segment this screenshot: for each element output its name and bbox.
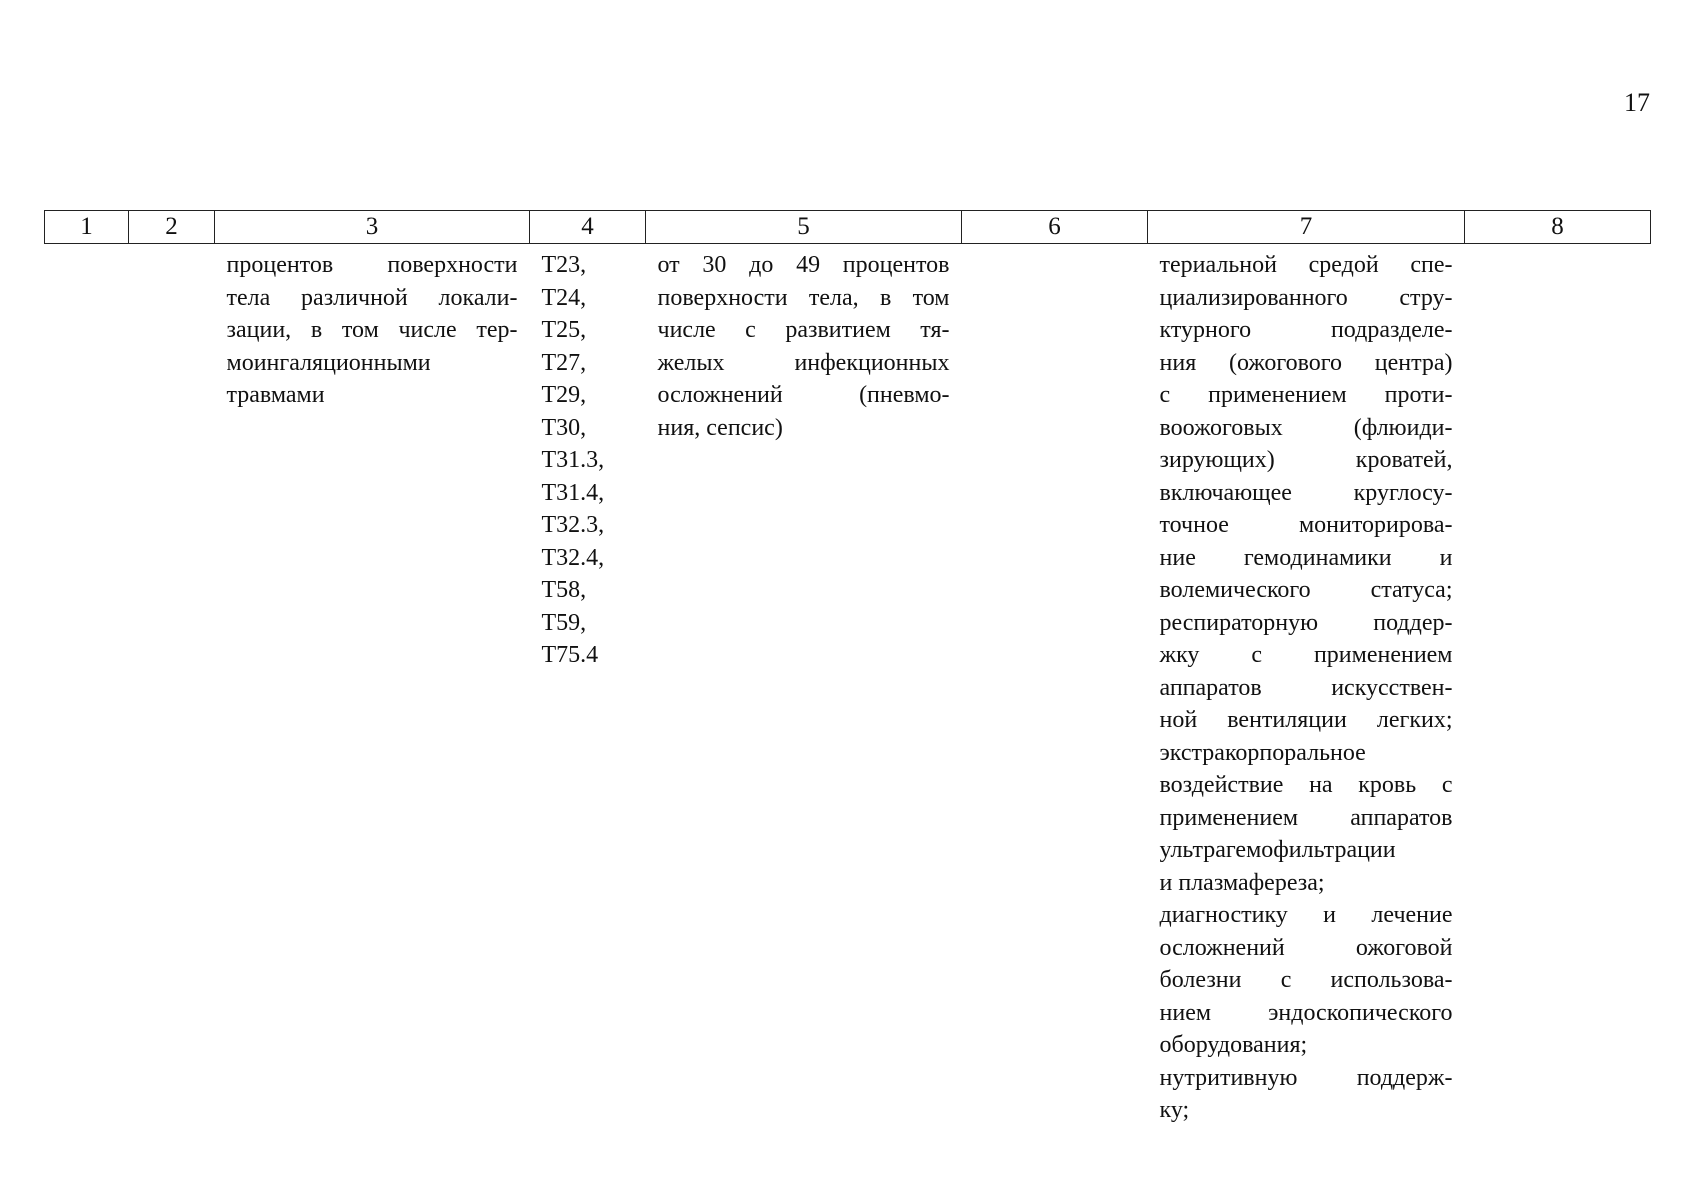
- text-line: применением аппаратов: [1159, 804, 1453, 831]
- header-row: [45, 211, 1651, 244]
- code-item: T27,: [541, 349, 587, 376]
- cell-col-2: [129, 244, 215, 1127]
- column-header-1: 1: [45, 211, 129, 244]
- text-line: ультрагемофильтрации: [1159, 837, 1396, 863]
- text-line: оборудования;: [1159, 1032, 1308, 1058]
- code-item: T24,: [541, 284, 587, 311]
- column-header-3: 3: [215, 211, 530, 244]
- cell-col-8: [1465, 244, 1651, 1127]
- text-line: нием эндоскопического: [1159, 999, 1453, 1026]
- text-line: включающее круглосу-: [1159, 479, 1453, 506]
- cell-col-1: [45, 244, 129, 1127]
- column-header-6: 6: [962, 211, 1148, 244]
- text-line: тела различной локали-: [226, 284, 518, 311]
- column-header-5: 5: [646, 211, 962, 244]
- code-item: T30,: [541, 414, 587, 441]
- text-line: циализированного стру-: [1159, 284, 1453, 311]
- text-line: осложнений (пневмо-: [657, 382, 950, 408]
- column-header-4: 4: [530, 211, 646, 244]
- text-line: ние гемодинамики и: [1159, 544, 1453, 571]
- text-line: ния, сепсис): [657, 414, 783, 441]
- text-line: зирующих) кроватей,: [1159, 447, 1453, 473]
- code-item: T23,: [541, 252, 587, 278]
- code-item: T59,: [541, 609, 587, 636]
- text-line: с применением проти-: [1159, 382, 1453, 408]
- code-item: T75.4: [541, 642, 599, 668]
- table-row: [45, 244, 1651, 1127]
- code-item: T31.3,: [541, 447, 605, 473]
- text-line: болезни с использова-: [1159, 967, 1453, 993]
- text-line: диагностику и лечение: [1159, 902, 1453, 928]
- text-line: воздействие на кровь с: [1159, 772, 1453, 798]
- text-line: ной вентиляции легких;: [1159, 707, 1453, 733]
- code-item: T25,: [541, 317, 587, 343]
- text-line: поверхности тела, в том: [657, 284, 950, 311]
- code-item: T58,: [541, 577, 587, 603]
- text-line: от 30 до 49 процентов: [657, 252, 950, 278]
- text-line: экстракорпоральное: [1159, 739, 1366, 766]
- text-line: волемического статуса;: [1159, 577, 1453, 603]
- text-line: ку;: [1159, 1097, 1190, 1123]
- cell-col-6: [962, 244, 1148, 1127]
- cell-patient-model: [646, 244, 962, 1127]
- page-number: 17: [1624, 88, 1650, 117]
- text-line: моингаляционными: [226, 349, 431, 376]
- text-line: числе с развитием тя-: [657, 317, 950, 343]
- cell-condition-description: [215, 244, 530, 1127]
- cell-diagnosis-codes: [530, 244, 646, 1127]
- text-line: ктурного подразделе-: [1159, 317, 1453, 343]
- text-line: зации, в том числе тер-: [226, 317, 518, 343]
- code-item: T31.4,: [541, 479, 605, 506]
- column-header-2: 2: [129, 211, 215, 244]
- column-header-7: 7: [1148, 211, 1465, 244]
- text-line: респираторную поддер-: [1159, 609, 1453, 636]
- text-line: жку с применением: [1159, 642, 1453, 668]
- text-line: нутритивную поддерж-: [1159, 1064, 1453, 1091]
- code-item: T32.4,: [541, 544, 605, 571]
- text-line: и плазмафереза;: [1159, 869, 1325, 896]
- text-line: травмами: [226, 382, 325, 408]
- document-table: [44, 210, 1651, 1127]
- text-line: осложнений ожоговой: [1159, 934, 1453, 961]
- cell-treatment-method: [1148, 244, 1465, 1127]
- text-line: точное мониторирова-: [1159, 512, 1453, 538]
- text-line: воожоговых (флюиди-: [1159, 414, 1453, 441]
- code-item: T29,: [541, 382, 587, 408]
- code-item: T32.3,: [541, 512, 605, 538]
- text-line: аппаратов искусствен-: [1159, 674, 1453, 701]
- text-line: териальной средой спе-: [1159, 252, 1453, 278]
- text-line: желых инфекционных: [657, 349, 950, 376]
- text-line: ния (ожогового центра): [1159, 349, 1453, 376]
- column-header-8: 8: [1465, 211, 1651, 244]
- text-line: процентов поверхности: [226, 252, 518, 278]
